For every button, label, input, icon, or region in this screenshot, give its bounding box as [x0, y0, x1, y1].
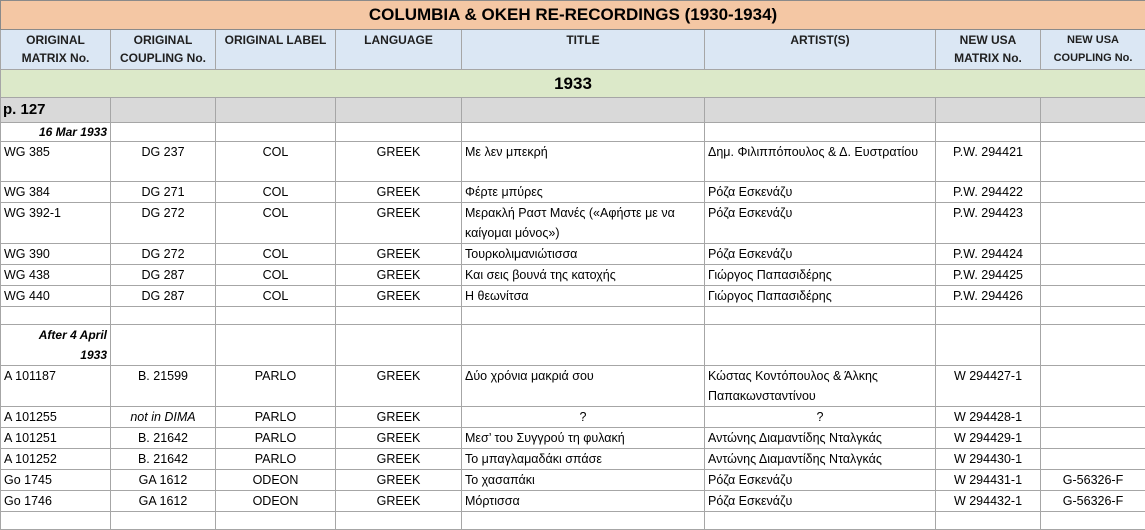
cell-artists[interactable]: Αντώνης Διαμαντίδης Νταλγκάς	[705, 449, 936, 470]
cell-artists[interactable]: Ρόζα Εσκενάζυ	[705, 470, 936, 491]
cell-title[interactable]: Μόρτισσα	[462, 491, 705, 512]
cell-original-coupling[interactable]: not in DIMA	[111, 407, 216, 428]
cell-language[interactable]: GREEK	[336, 470, 462, 491]
cell-original-matrix[interactable]: A 101187	[1, 366, 111, 407]
table-row	[1, 428, 1145, 449]
year-cell[interactable]: 1933	[1, 70, 1145, 98]
blank-row	[1, 512, 1145, 530]
cell-artists[interactable]: Κώστας Κοντόπουλος & Άλκης Παπακωνσταντίνου	[705, 366, 936, 407]
empty-cell[interactable]	[462, 123, 705, 142]
cell-new-usa-matrix[interactable]: W 294427-1	[936, 366, 1041, 407]
cell-original-coupling[interactable]: DG 271	[111, 182, 216, 203]
cell-language[interactable]: GREEK	[336, 244, 462, 265]
cell-original-label[interactable]: PARLO	[216, 366, 336, 407]
cell-original-matrix[interactable]: Go 1745	[1, 470, 111, 491]
cell-original-matrix[interactable]: WG 438	[1, 265, 111, 286]
blank-row	[1, 307, 1145, 325]
empty-cell[interactable]	[936, 307, 1041, 325]
header-original-label[interactable]: ORIGINAL LABEL	[216, 30, 336, 70]
sheet-title[interactable]: COLUMBIA & OKEH RE-RECORDINGS (1930-1934)	[1, 1, 1145, 30]
table-row	[1, 366, 1145, 407]
cell-new-usa-matrix[interactable]: P.W. 294425	[936, 265, 1041, 286]
cell-title[interactable]: Φέρτε μπύρες	[462, 182, 705, 203]
cell-language[interactable]: GREEK	[336, 449, 462, 470]
empty-cell[interactable]	[705, 325, 936, 366]
cell-original-coupling[interactable]: GA 1612	[111, 470, 216, 491]
cell-new-usa-coupling[interactable]	[1041, 286, 1145, 307]
cell-new-usa-matrix[interactable]: P.W. 294421	[936, 142, 1041, 182]
cell-artists[interactable]: Δημ. Φιλιππόπουλος & Δ. Ευστρατίου	[705, 142, 936, 182]
cell-language[interactable]: GREEK	[336, 366, 462, 407]
cell-new-usa-coupling[interactable]	[1041, 449, 1145, 470]
cell-original-label[interactable]: ODEON	[216, 470, 336, 491]
cell-new-usa-coupling[interactable]	[1041, 203, 1145, 244]
header-language[interactable]: LANGUAGE	[336, 30, 462, 70]
empty-cell[interactable]	[336, 325, 462, 366]
cell-language[interactable]: GREEK	[336, 182, 462, 203]
cell-original-coupling[interactable]: GA 1612	[111, 491, 216, 512]
empty-cell[interactable]	[936, 325, 1041, 366]
cell-new-usa-coupling[interactable]	[1041, 407, 1145, 428]
cell-original-matrix[interactable]: WG 384	[1, 182, 111, 203]
year-row	[1, 70, 1145, 98]
empty-cell[interactable]	[1, 307, 111, 325]
empty-cell[interactable]	[336, 307, 462, 325]
empty-cell[interactable]	[936, 512, 1041, 530]
cell-new-usa-coupling[interactable]	[1041, 142, 1145, 182]
cell-new-usa-matrix[interactable]: W 294430-1	[936, 449, 1041, 470]
date-row	[1, 123, 1145, 142]
header-row	[1, 30, 1145, 70]
page-ref-cell[interactable]: p. 127	[1, 98, 111, 123]
cell-original-matrix[interactable]: WG 385	[1, 142, 111, 182]
title-row	[1, 1, 1145, 30]
empty-cell[interactable]	[705, 307, 936, 325]
empty-cell[interactable]	[462, 307, 705, 325]
cell-original-coupling[interactable]: DG 287	[111, 286, 216, 307]
cell-new-usa-coupling[interactable]	[1041, 182, 1145, 203]
cell-new-usa-matrix[interactable]: P.W. 294423	[936, 203, 1041, 244]
cell-original-matrix[interactable]: A 101252	[1, 449, 111, 470]
cell-language[interactable]: GREEK	[336, 407, 462, 428]
empty-cell[interactable]	[111, 98, 216, 123]
empty-cell[interactable]	[111, 512, 216, 530]
empty-cell[interactable]	[936, 123, 1041, 142]
cell-original-label[interactable]: COL	[216, 244, 336, 265]
empty-cell[interactable]	[936, 98, 1041, 123]
table-row	[1, 286, 1145, 307]
cell-title[interactable]: Μεσ’ του Συγγρού τη φυλακή	[462, 428, 705, 449]
cell-title[interactable]: Με λεν μπεκρή	[462, 142, 705, 182]
cell-original-label[interactable]: COL	[216, 265, 336, 286]
header-artists[interactable]: ARTIST(S)	[705, 30, 936, 70]
empty-cell[interactable]	[1041, 98, 1145, 123]
cell-title[interactable]: Και σεις βουνά της κατοχής	[462, 265, 705, 286]
cell-title[interactable]: Μερακλή Ραστ Μανές («Αφήστε με να καίγομαι μόνος»)	[462, 203, 705, 244]
cell-artists[interactable]: Ρόζα Εσκενάζυ	[705, 244, 936, 265]
cell-original-matrix[interactable]: Go 1746	[1, 491, 111, 512]
date-row	[1, 325, 1145, 366]
cell-original-label[interactable]: COL	[216, 286, 336, 307]
cell-original-matrix[interactable]: WG 440	[1, 286, 111, 307]
empty-cell[interactable]	[111, 325, 216, 366]
empty-cell[interactable]	[705, 512, 936, 530]
table-row	[1, 449, 1145, 470]
table-row	[1, 203, 1145, 244]
empty-cell[interactable]	[1041, 123, 1145, 142]
empty-cell[interactable]	[1041, 512, 1145, 530]
empty-cell[interactable]	[1041, 307, 1145, 325]
cell-original-coupling[interactable]: B. 21642	[111, 428, 216, 449]
cell-original-matrix[interactable]: A 101251	[1, 428, 111, 449]
cell-new-usa-coupling[interactable]: G-56326-F	[1041, 491, 1145, 512]
cell-language[interactable]: GREEK	[336, 491, 462, 512]
empty-cell[interactable]	[336, 98, 462, 123]
cell-new-usa-coupling[interactable]	[1041, 366, 1145, 407]
empty-cell[interactable]	[216, 512, 336, 530]
empty-cell[interactable]	[336, 512, 462, 530]
cell-language[interactable]: GREEK	[336, 428, 462, 449]
cell-artists[interactable]: Γιώργος Παπασιδέρης	[705, 286, 936, 307]
cell-language[interactable]: GREEK	[336, 203, 462, 244]
header-title[interactable]: TITLE	[462, 30, 705, 70]
table-row	[1, 244, 1145, 265]
cell-title[interactable]: Δύο χρόνια μακριά σου	[462, 366, 705, 407]
cell-original-label[interactable]: PARLO	[216, 428, 336, 449]
session-date-cell[interactable]	[1, 325, 111, 366]
cell-original-coupling[interactable]: DG 237	[111, 142, 216, 182]
empty-cell[interactable]	[705, 123, 936, 142]
table-row	[1, 182, 1145, 203]
empty-cell[interactable]	[216, 98, 336, 123]
empty-cell[interactable]	[705, 98, 936, 123]
table-row	[1, 491, 1145, 512]
header-new-usa-matrix[interactable]: NEW USA MATRIX No.	[936, 30, 1041, 70]
cell-original-label[interactable]: PARLO	[216, 449, 336, 470]
cell-original-label[interactable]: COL	[216, 182, 336, 203]
cell-new-usa-coupling[interactable]: G-56326-F	[1041, 470, 1145, 491]
table-row	[1, 265, 1145, 286]
session-date-line: After 4 April	[39, 328, 107, 342]
cell-new-usa-matrix[interactable]: W 294429-1	[936, 428, 1041, 449]
cell-new-usa-matrix[interactable]: P.W. 294426	[936, 286, 1041, 307]
cell-original-label[interactable]: PARLO	[216, 407, 336, 428]
header-original-coupling[interactable]: ORIGINAL COUPLING No.	[111, 30, 216, 70]
cell-new-usa-coupling[interactable]	[1041, 244, 1145, 265]
cell-original-label[interactable]: COL	[216, 203, 336, 244]
cell-original-matrix[interactable]: WG 390	[1, 244, 111, 265]
cell-original-coupling[interactable]: B. 21642	[111, 449, 216, 470]
header-new-usa-coupling[interactable]: NEW USA COUPLING No.	[1041, 30, 1145, 70]
cell-original-label[interactable]: ODEON	[216, 491, 336, 512]
cell-original-coupling[interactable]: B. 21599	[111, 366, 216, 407]
cell-original-matrix[interactable]: WG 392-1	[1, 203, 111, 244]
empty-cell[interactable]	[111, 307, 216, 325]
cell-artists[interactable]: Γιώργος Παπασιδέρης	[705, 265, 936, 286]
empty-cell[interactable]	[111, 123, 216, 142]
cell-artists[interactable]: Ρόζα Εσκενάζυ	[705, 203, 936, 244]
page-row	[1, 98, 1145, 123]
empty-cell[interactable]	[462, 325, 705, 366]
header-original-matrix[interactable]: ORIGINAL MATRIX No.	[1, 30, 111, 70]
cell-title[interactable]: Το μπαγλαμαδάκι σπάσε	[462, 449, 705, 470]
empty-cell[interactable]	[1041, 325, 1145, 366]
cell-language[interactable]: GREEK	[336, 142, 462, 182]
empty-cell[interactable]	[462, 98, 705, 123]
cell-new-usa-matrix[interactable]: W 294428-1	[936, 407, 1041, 428]
cell-original-coupling[interactable]: DG 287	[111, 265, 216, 286]
cell-original-matrix[interactable]: A 101255	[1, 407, 111, 428]
cell-new-usa-matrix[interactable]: P.W. 294424	[936, 244, 1041, 265]
cell-artists[interactable]: Ρόζα Εσκενάζυ	[705, 182, 936, 203]
empty-cell[interactable]	[1, 512, 111, 530]
cell-new-usa-coupling[interactable]	[1041, 428, 1145, 449]
table-row	[1, 142, 1145, 182]
cell-original-coupling[interactable]: DG 272	[111, 203, 216, 244]
cell-original-label[interactable]: COL	[216, 142, 336, 182]
cell-original-coupling[interactable]: DG 272	[111, 244, 216, 265]
cell-title[interactable]: Το χασαπάκι	[462, 470, 705, 491]
table-row	[1, 407, 1145, 428]
cell-title[interactable]: Τουρκολιμανιώτισσα	[462, 244, 705, 265]
cell-new-usa-coupling[interactable]	[1041, 265, 1145, 286]
session-date-cell[interactable]: 16 Mar 1933	[1, 123, 111, 142]
cell-title[interactable]: ?	[462, 407, 705, 428]
cell-new-usa-matrix[interactable]: P.W. 294422	[936, 182, 1041, 203]
cell-artists[interactable]: ?	[705, 407, 936, 428]
cell-new-usa-matrix[interactable]: W 294431-1	[936, 470, 1041, 491]
empty-cell[interactable]	[336, 123, 462, 142]
empty-cell[interactable]	[216, 307, 336, 325]
cell-new-usa-matrix[interactable]: W 294432-1	[936, 491, 1041, 512]
empty-cell[interactable]	[462, 512, 705, 530]
cell-language[interactable]: GREEK	[336, 265, 462, 286]
empty-cell[interactable]	[216, 123, 336, 142]
cell-artists[interactable]: Αντώνης Διαμαντίδης Νταλγκάς	[705, 428, 936, 449]
cell-artists[interactable]: Ρόζα Εσκενάζυ	[705, 491, 936, 512]
session-date-line: 1933	[80, 348, 107, 362]
table-row	[1, 470, 1145, 491]
cell-language[interactable]: GREEK	[336, 286, 462, 307]
cell-title[interactable]: Η θεωνίτσα	[462, 286, 705, 307]
empty-cell[interactable]	[216, 325, 336, 366]
